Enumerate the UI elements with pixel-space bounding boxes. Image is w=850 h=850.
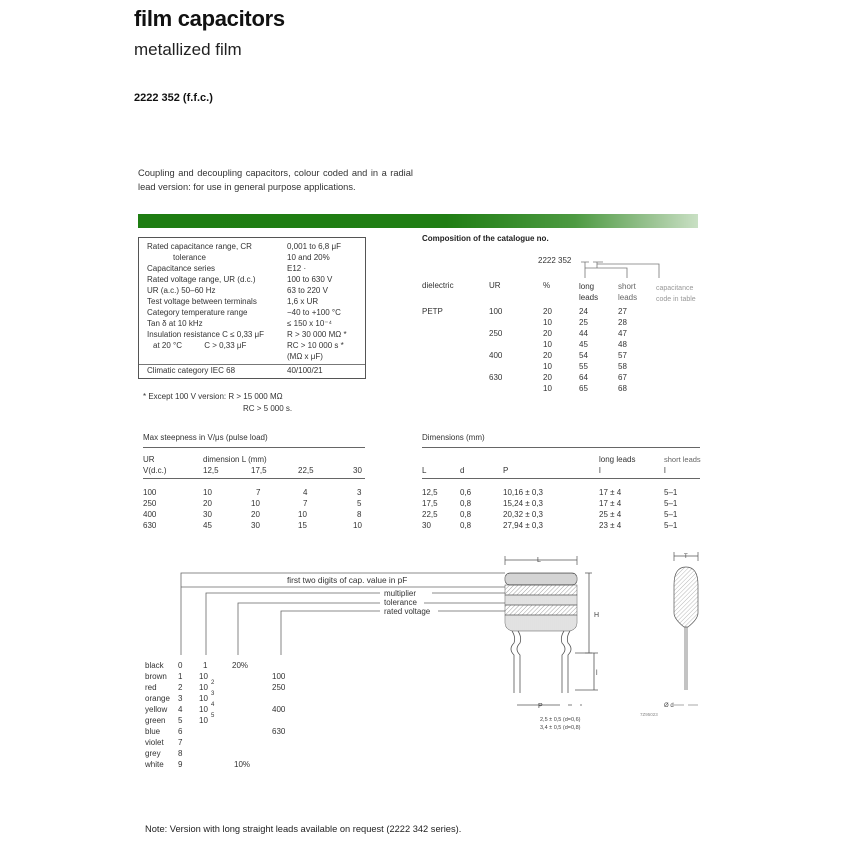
- spec-label: tolerance: [173, 253, 206, 262]
- cell-ur: 400: [489, 351, 503, 360]
- spec-value: RC > 10 000 s *: [287, 341, 344, 350]
- steepness-col-header: 12,5: [203, 466, 219, 475]
- cell-short: 57: [618, 351, 627, 360]
- cell-long: 17 ± 4: [599, 488, 622, 497]
- capacitor-front-drawing: [490, 545, 620, 745]
- col-header-pct: %: [543, 281, 551, 290]
- cell-value: 15: [298, 521, 307, 530]
- col-header-capacitance-code: capacitance code in table: [656, 285, 696, 303]
- steepness-header-dimension: dimension L (mm): [203, 455, 267, 464]
- cell-ur: 100: [489, 307, 503, 316]
- cell-multiplier: 10: [199, 683, 208, 692]
- cell-long: 24: [579, 307, 588, 316]
- cell-value: 7: [256, 488, 261, 497]
- cell-digit: 5: [178, 716, 183, 725]
- cell-L: 12,5: [422, 488, 438, 497]
- cell-pct: 20: [543, 329, 552, 338]
- cell-value: 10: [251, 499, 260, 508]
- cell-long: 45: [579, 340, 588, 349]
- cell-value: 10: [298, 510, 307, 519]
- cell-long: 54: [579, 351, 588, 360]
- steepness-header-ur: UR: [143, 455, 155, 464]
- cell-digit: 6: [178, 727, 183, 736]
- cell-pct: 10: [543, 362, 552, 371]
- spec-label: Category temperature range: [147, 308, 248, 317]
- steepness-col-header: 17,5: [251, 466, 267, 475]
- cell-value: 30: [203, 510, 212, 519]
- cell-long: 25 ± 4: [599, 510, 622, 519]
- cell-ur: 250: [489, 329, 503, 338]
- cell-short: 27: [618, 307, 627, 316]
- cell-value: 4: [303, 488, 308, 497]
- cell-multiplier: 1: [203, 661, 208, 670]
- dim-header-d: d: [460, 466, 465, 475]
- cell-multiplier: 10: [199, 705, 208, 714]
- cell-long: 17 ± 4: [599, 499, 622, 508]
- cell-short: 67: [618, 373, 627, 382]
- cell-colour: red: [145, 683, 157, 692]
- label-first-two-digits: first two digits of cap. value in pF: [287, 575, 408, 585]
- cell-voltage: 400: [272, 705, 286, 714]
- spec-value: (MΩ x μF): [287, 352, 323, 361]
- spec-label: UR (a.c.) 50–60 Hz: [147, 286, 216, 295]
- cell-digit: 1: [178, 672, 183, 681]
- cell-multiplier: 10: [199, 716, 208, 725]
- cell-value: 10: [353, 521, 362, 530]
- cell-P: 20,32 ± 0,3: [503, 510, 543, 519]
- label-rated-voltage: rated voltage: [384, 607, 431, 616]
- label-tolerance: tolerance: [384, 598, 417, 607]
- cell-value: 20: [251, 510, 260, 519]
- cell-ur: 630: [143, 521, 157, 530]
- page-subtitle: metallized film: [134, 40, 242, 59]
- composition-title: Composition of the catalogue no.: [422, 234, 549, 243]
- cell-long: 25: [579, 318, 588, 327]
- cell-colour: white: [145, 760, 164, 769]
- col-header-short-leads: short leads: [618, 282, 638, 302]
- dim-header-L: L: [422, 466, 427, 475]
- svg-text:P: P: [538, 703, 543, 710]
- spec-value: R > 30 000 MΩ *: [287, 330, 347, 339]
- cell-colour: black: [145, 661, 164, 670]
- cell-tolerance: 10%: [234, 760, 251, 769]
- cell-pct: 10: [543, 340, 552, 349]
- spec-label: Capacitance series: [147, 264, 216, 273]
- composition-code: 2222 352: [538, 256, 572, 265]
- svg-text:2,5 ± 0,5 (d=0,6): 2,5 ± 0,5 (d=0,6): [540, 717, 581, 723]
- spec-label: Climatic category IEC 68: [147, 366, 236, 375]
- cell-short: 5–1: [664, 499, 678, 508]
- cell-multiplier: 10: [199, 672, 208, 681]
- cell-voltage: 630: [272, 727, 286, 736]
- cell-long: 23 ± 4: [599, 521, 622, 530]
- cell-short: 5–1: [664, 521, 678, 530]
- cell-multiplier: 10: [199, 694, 208, 703]
- spec-value: 1,6 x UR: [287, 297, 319, 306]
- spec-footnote-line1: * Except 100 V version: R > 15 000 MΩ: [143, 392, 283, 401]
- svg-text:L: L: [537, 557, 541, 564]
- cell-multiplier-exponent: 4: [211, 702, 215, 708]
- cell-value: 30: [251, 521, 260, 530]
- spec-value: E12 ·: [287, 264, 307, 273]
- cell-ur: 250: [143, 499, 157, 508]
- label-multiplier: multiplier: [384, 589, 417, 598]
- cell-colour: blue: [145, 727, 161, 736]
- cell-value: 7: [303, 499, 308, 508]
- dimensions-title: Dimensions (mm): [422, 433, 485, 442]
- cell-P: 15,24 ± 0,3: [503, 499, 543, 508]
- cell-L: 17,5: [422, 499, 438, 508]
- cell-digit: 9: [178, 760, 183, 769]
- cell-L: 30: [422, 521, 431, 530]
- cell-colour: orange: [145, 694, 170, 703]
- cell-ur: 400: [143, 510, 157, 519]
- col-header-dielectric: dielectric: [422, 281, 454, 290]
- cell-long: 64: [579, 373, 588, 382]
- steepness-header-vdc: V(d.c.): [143, 466, 167, 475]
- cell-voltage: 250: [272, 683, 286, 692]
- cell-short: 28: [618, 318, 627, 327]
- spec-value: 100 to 630 V: [287, 275, 333, 284]
- spec-value: −40 to +100 °C: [287, 308, 341, 317]
- cell-L: 22,5: [422, 510, 438, 519]
- cell-digit: 4: [178, 705, 183, 714]
- spec-label: Rated capacitance range, CR: [147, 242, 252, 251]
- cell-digit: 0: [178, 661, 183, 670]
- cell-colour: green: [145, 716, 166, 725]
- cell-long: 44: [579, 329, 588, 338]
- cell-voltage: 100: [272, 672, 286, 681]
- cell-ur: 100: [143, 488, 157, 497]
- cell-colour: violet: [145, 738, 164, 747]
- cell-digit: 2: [178, 683, 183, 692]
- dim-header-long-leads: long leads: [599, 455, 636, 464]
- cell-P: 27,94 ± 0,3: [503, 521, 543, 530]
- cell-value: 3: [357, 488, 362, 497]
- cell-short: 5–1: [664, 488, 678, 497]
- type-code: 2222 352 (f.f.c.): [134, 92, 213, 104]
- spec-value: 63 to 220 V: [287, 286, 328, 295]
- spec-value: 40/100/21: [287, 366, 323, 375]
- cell-colour: grey: [145, 749, 161, 758]
- dim-header-short-l: l: [664, 466, 666, 475]
- cell-value: 5: [357, 499, 362, 508]
- steepness-title: Max steepness in V/μs (pulse load): [143, 433, 268, 442]
- cell-value: 45: [203, 521, 212, 530]
- spec-value: 0,001 to 6,8 μF: [287, 242, 341, 251]
- col-header-ur: UR: [489, 281, 501, 290]
- cell-pct: 10: [543, 384, 552, 393]
- cell-short: 5–1: [664, 510, 678, 519]
- cell-colour: yellow: [145, 705, 168, 714]
- cell-multiplier-exponent: 2: [211, 680, 215, 686]
- cell-short: 68: [618, 384, 627, 393]
- cell-value: 20: [203, 499, 212, 508]
- spec-label: Rated voltage range, UR (d.c.): [147, 275, 256, 284]
- cell-long: 55: [579, 362, 588, 371]
- svg-text:H: H: [594, 612, 600, 619]
- cell-short: 47: [618, 329, 627, 338]
- spec-value: 10 and 20%: [287, 253, 330, 262]
- svg-text:3,4 ± 0,5 (d=0,8): 3,4 ± 0,5 (d=0,8): [540, 725, 581, 731]
- cell-long: 65: [579, 384, 588, 393]
- spec-label: at 20 °C C > 0,33 μF: [153, 341, 247, 350]
- col-header-long-leads: long leads: [579, 282, 599, 302]
- cell-pct: 20: [543, 351, 552, 360]
- steepness-col-header: 30: [353, 466, 362, 475]
- svg-text:l: l: [596, 670, 598, 677]
- cell-dielectric: PETP: [422, 307, 443, 316]
- cell-colour: brown: [145, 672, 167, 681]
- cell-d: 0,6: [460, 488, 472, 497]
- cell-pct: 20: [543, 373, 552, 382]
- dim-header-short-leads: short leads: [664, 455, 701, 464]
- page-title: film capacitors: [134, 6, 285, 31]
- svg-text:T: T: [684, 554, 688, 560]
- spec-label: Test voltage between terminals: [147, 297, 257, 306]
- cell-P: 10,16 ± 0,3: [503, 488, 543, 497]
- dim-header-long-l: l: [599, 466, 601, 475]
- cell-short: 48: [618, 340, 627, 349]
- footnote: Note: Version with long straight leads available on request (2222 342 series).: [145, 824, 462, 834]
- cell-d: 0,8: [460, 521, 472, 530]
- cell-pct: 10: [543, 318, 552, 327]
- cell-ur: 630: [489, 373, 503, 382]
- spec-label: Insulation resistance C ≤ 0,33 μF: [147, 330, 265, 339]
- cell-multiplier-exponent: 3: [211, 691, 215, 697]
- cell-value: 10: [203, 488, 212, 497]
- cell-digit: 3: [178, 694, 183, 703]
- cell-multiplier-exponent: 5: [211, 713, 215, 719]
- cell-short: 58: [618, 362, 627, 371]
- steepness-col-header: 22,5: [298, 466, 314, 475]
- cell-d: 0,8: [460, 499, 472, 508]
- cell-digit: 7: [178, 738, 183, 747]
- cell-d: 0,8: [460, 510, 472, 519]
- spec-value: ≤ 150 x 10⁻⁴: [287, 319, 332, 328]
- dim-header-P: P: [503, 466, 509, 475]
- cell-tolerance: 20%: [232, 661, 249, 670]
- svg-text:Ø d: Ø d: [664, 703, 674, 709]
- cell-digit: 8: [178, 749, 183, 758]
- spec-label: Tan δ at 10 kHz: [147, 319, 203, 328]
- spec-footnote-line2: RC > 5 000 s.: [243, 404, 293, 413]
- figure-number: 7Z95023: [640, 712, 658, 717]
- cell-pct: 20: [543, 307, 552, 316]
- capacitor-side-drawing: [660, 545, 710, 725]
- intro-text: Coupling and decoupling capacitors, colour coded and in a radial lead version: for use in general purpose applications.: [138, 168, 413, 192]
- cell-value: 8: [357, 510, 362, 519]
